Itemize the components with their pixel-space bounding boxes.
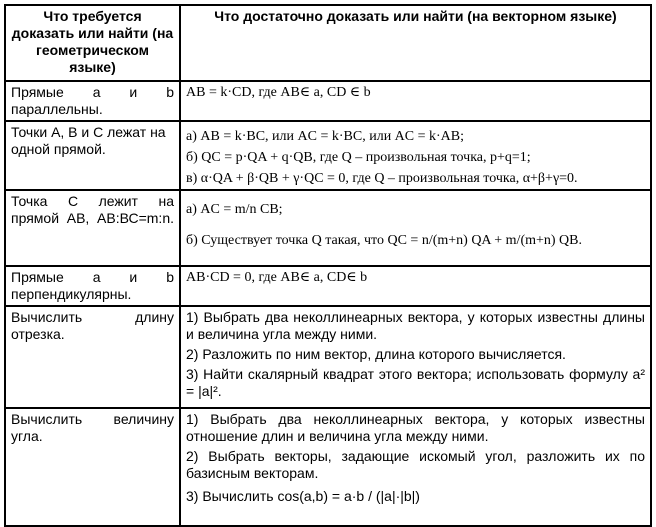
step-text: 2) Разложить по ним вектор, длина которого вычисляется. xyxy=(186,346,566,362)
left-text: Точки А, В и С лежат на одной прямой. xyxy=(11,124,166,157)
row-right xyxy=(180,306,651,408)
formula-line: AB·CD = 0, где AB∈ a, CD∈ b xyxy=(186,270,368,285)
left-text: Вычислить величину угла. xyxy=(11,411,174,444)
step-text: 3) Найти скалярный квадрат этого вектора; использовать формулу a² = |a|². xyxy=(186,366,645,399)
formula-line: в) α·QA + β·QB + γ·QC = 0, где Q – произвольная точка, α+β+γ=0. xyxy=(186,171,578,186)
formula-line: а) AB = k·BC, или AC = k·BC, или AC = k·AB; xyxy=(186,129,465,144)
formula-line: б) Существует точка Q такая, что QC = n/(m+n) QA + m/(m+n) QB. xyxy=(186,233,582,248)
formula-line: AB = k·CD, где AB∈ a, CD ∈ b xyxy=(186,85,371,100)
table-header-row xyxy=(5,5,651,81)
vector-method-table xyxy=(4,4,652,527)
row-right xyxy=(180,266,651,306)
table-row xyxy=(5,121,651,190)
row-left xyxy=(5,121,180,190)
table-row xyxy=(5,408,651,526)
row-right xyxy=(180,408,651,526)
row-right xyxy=(180,81,651,121)
step-text: 2) Выбрать векторы, задающие искомый угол, разложить их по базисным векторам. xyxy=(186,448,645,481)
step-text: 3) Вычислить cos(a,b) = a·b / (|a|·|b|) xyxy=(186,488,420,504)
left-text: Прямые a и b параллельны. xyxy=(11,84,174,117)
row-left xyxy=(5,266,180,306)
row-left xyxy=(5,306,180,408)
formula-line: а) AC = m/n CB; xyxy=(186,202,283,217)
formula-line: б) QC = p·QA + q·QB, где Q – произвольная точка, p+q=1; xyxy=(186,150,531,165)
row-left xyxy=(5,408,180,526)
row-right xyxy=(180,121,651,190)
row-right xyxy=(180,190,651,266)
row-left xyxy=(5,190,180,266)
left-text: Точка С лежит на прямой АВ, АВ:ВС=m:n. xyxy=(11,193,174,226)
header-geometric: Что требуется доказать или найти (на геометрическом языке) xyxy=(5,5,180,81)
step-text: 1) Выбрать два неколлинеарных вектора, у которых известны длины и величина угла между ними. xyxy=(186,309,645,342)
table-row xyxy=(5,306,651,408)
table-row xyxy=(5,190,651,266)
table-row xyxy=(5,81,651,121)
row-left xyxy=(5,81,180,121)
left-text: Вычислить длину отрезка. xyxy=(11,309,174,342)
left-text: Прямые a и b перпендикулярны. xyxy=(11,269,174,302)
header-vector: Что достаточно доказать или найти (на векторном языке) xyxy=(180,5,651,81)
table-row xyxy=(5,266,651,306)
step-text: 1) Выбрать два неколлинеарных вектора, у которых известны отношение длин и величина угла между ними. xyxy=(186,411,645,444)
